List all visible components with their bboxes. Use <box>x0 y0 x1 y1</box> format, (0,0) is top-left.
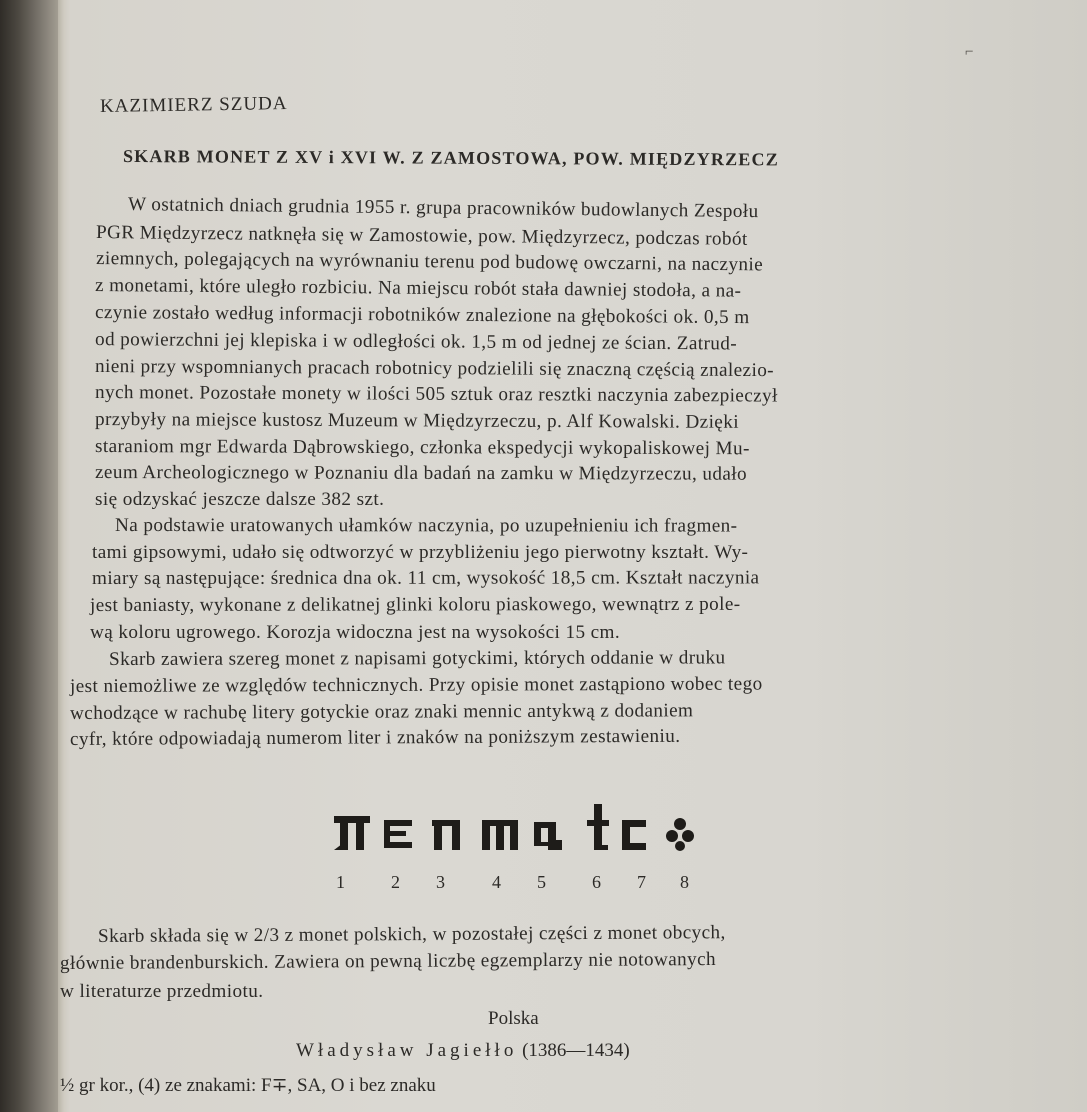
section-heading: Polska <box>488 1008 539 1029</box>
letter-number: 6 <box>592 872 601 892</box>
body-line: zeum Archeologicznego w Poznaniu dla badań na zamku w Międzyrzeczu, udało <box>94 462 748 485</box>
gothic-letters-figure <box>332 796 712 866</box>
body-line: cyfr, które odpowiadają numerom liter i znaków na poniższym zestawieniu. <box>69 725 681 750</box>
ruler-years: (1386—1434) <box>522 1040 630 1061</box>
letter-number: 7 <box>637 872 646 892</box>
body-line: staraniom mgr Edwarda Dąbrowskiego, członka ekspedycji wykopaliskowej Mu- <box>94 436 750 460</box>
body-line: wchodzące w rachubę litery gotyckie oraz znaki mennic antykwą z dodaniem <box>69 700 694 724</box>
letter-number: 3 <box>436 872 445 892</box>
gothic-letter-1 <box>334 816 370 850</box>
body-line: się odzyskać jeszcze dalsze 382 szt. <box>95 489 385 510</box>
left-page-edge <box>0 0 58 1112</box>
body-line: jest baniasty, wykonane z delikatnej glinki koloru piaskowego, wewnątrz z pole- <box>89 593 741 616</box>
page-mark: ⌐ <box>965 44 974 60</box>
gothic-letter-7 <box>622 820 646 850</box>
body-line: jest niemożliwe ze względów technicznych. Przy opisie monet zastąpiono wobec tego <box>69 673 763 697</box>
author-name: KAZIMIERZ SZUDA <box>99 93 288 117</box>
body-line: W ostatnich dniach grudnia 1955 r. grupa pracowników budowlanych Zespołu <box>127 194 759 223</box>
gothic-letter-6 <box>587 804 609 850</box>
body-line: miary są następujące: średnica dna ok. 11 cm, wysokość 18,5 cm. Kształt naczynia <box>91 567 760 589</box>
ruler-name: Władysław Jagiełło <box>296 1040 518 1061</box>
gothic-letter-specimens <box>332 796 712 866</box>
body-line: tami gipsowymi, udało się odtworzyć w przybliżeniu jego pierwotny kształt. Wy- <box>92 542 749 563</box>
gothic-letter-4 <box>482 820 518 850</box>
denomination-line: ½ gr kor., (4) ze znakami: F∓, SA, O i bez znaku <box>60 1075 436 1096</box>
body-line: Na podstawie uratowanych ułamków naczynia, po uzupełnieniu ich fragmen- <box>114 515 738 537</box>
body-line: przybyły na miejsce kustosz Muzeum w Międzyrzeczu, p. Alf Kowalski. Dzięki <box>94 409 740 433</box>
document-page <box>60 0 1087 1112</box>
closing-line: Skarb składa się w 2/3 z monet polskich, w pozostałej części z monet obcych, <box>97 922 726 947</box>
closing-line: w literaturze przedmiotu. <box>60 981 264 1002</box>
body-line: z monetami, które uległo rozbiciu. Na miejscu robót stała dawniej stodoła, a na- <box>94 275 742 302</box>
letter-number: 5 <box>537 872 546 892</box>
closing-line: głównie brandenburskich. Zawiera on pewną liczbę egzemplarzy nie notowanych <box>59 948 717 974</box>
gothic-letter-5 <box>534 822 562 850</box>
article-title: SKARB MONET Z XV i XVI W. Z ZAMOSTOWA, POW. MIĘDZYRZECZ <box>122 146 780 170</box>
body-line: od powierzchni jej klepiska i w odległości ok. 1,5 m od jednej ze ścian. Zatrud- <box>94 329 738 355</box>
letter-number: 1 <box>336 872 345 892</box>
gothic-letter-8 <box>666 818 694 851</box>
ruler-heading <box>296 1040 630 1062</box>
body-line: wą koloru ugrowego. Korozja widoczna jest na wysokości 15 cm. <box>90 622 621 643</box>
letter-number: 4 <box>492 872 501 892</box>
body-line: czynie zostało według informacji robotników znalezione na głębokości ok. 0,5 m <box>94 302 750 329</box>
body-line: Skarb zawiera szereg monet z napisami gotyckimi, których oddanie w druku <box>108 647 726 670</box>
body-line: nieni przy wspomnianych pracach robotnicy podzielili się znaczną częścią znalezio- <box>94 356 775 382</box>
letter-number: 8 <box>680 872 689 892</box>
gothic-letter-2 <box>384 820 412 848</box>
body-line: PGR Międzyrzecz natknęła się w Zamostowie, pow. Międzyrzecz, podczas robót <box>95 222 748 250</box>
body-line: ziemnych, polegających na wyrównaniu terenu pod budowę owczarni, na naczynie <box>95 248 764 276</box>
letter-number: 2 <box>391 872 400 892</box>
gothic-letter-3 <box>432 820 460 850</box>
body-line: nych monet. Pozostałe monety w ilości 505 sztuk oraz resztki naczynia zabezpieczył <box>94 382 778 407</box>
